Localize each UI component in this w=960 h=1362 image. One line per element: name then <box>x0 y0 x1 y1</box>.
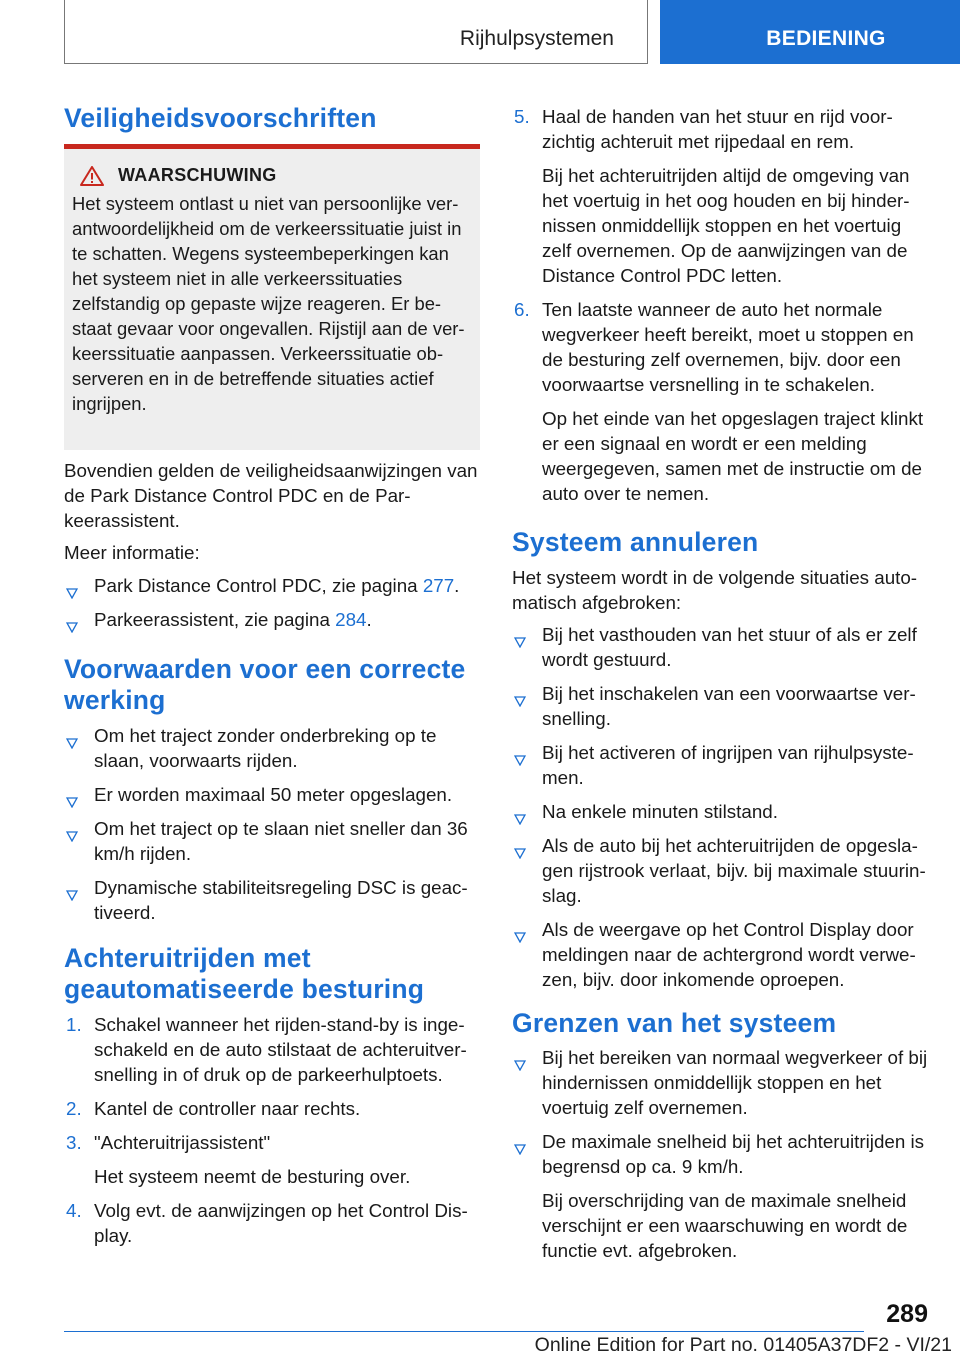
step-number: 3. <box>66 1132 82 1153</box>
list-item <box>512 740 928 790</box>
bullet-triangle-icon <box>514 806 526 831</box>
list-item <box>64 573 480 598</box>
list-item <box>64 607 480 632</box>
step-number: 5. <box>514 106 530 127</box>
bullet-triangle-icon <box>514 1136 526 1161</box>
bullet-triangle-icon <box>514 840 526 865</box>
list-item <box>64 782 480 807</box>
step-text: Volg evt. de aanwijzingen op het Control Dis-play. <box>94 1200 468 1246</box>
reference-list <box>64 573 480 632</box>
cancel-text: Bij het inschakelen van een voorwaartse ver-snelling. <box>542 683 916 729</box>
bullet-triangle-icon <box>66 580 78 605</box>
condition-text: Er worden maximaal 50 meter opgeslagen. <box>94 784 453 805</box>
cancel-text: Bij het vasthouden van het stuur of als er zelf wordt gestuurd. <box>542 624 917 670</box>
warning-triangle-icon <box>80 166 104 186</box>
list-item <box>64 875 480 925</box>
bullet-triangle-icon <box>66 730 78 755</box>
step-number: 1. <box>66 1014 82 1035</box>
list-item <box>512 917 928 992</box>
limit-text: De maximale snelheid bij het achteruitrijden is begrensd op ca. 9 km/h. <box>542 1131 925 1177</box>
chapter-tab-label: BEDIENING <box>766 27 886 50</box>
limits-list <box>512 1045 928 1263</box>
list-item <box>64 723 480 773</box>
cancel-text: Na enkele minuten stilstand. <box>542 801 778 822</box>
chapter-tab[interactable] <box>660 0 960 64</box>
edition-text: Online Edition for Part no. 01405A37DF2 - VI/21 <box>534 1334 952 1356</box>
page-number: 289 <box>886 1300 928 1328</box>
step-item <box>64 1198 480 1248</box>
bullet-triangle-icon <box>66 823 78 848</box>
bullet-triangle-icon <box>514 688 526 713</box>
list-item <box>512 1129 928 1263</box>
footer-divider <box>64 1331 864 1332</box>
steps-list-left <box>64 1012 480 1248</box>
list-item <box>512 833 928 908</box>
step-number: 2. <box>66 1098 82 1119</box>
limit-subtext: Bij overschrijding van de maximale snelheid verschijnt er een waarschuwing en wordt de functie evt. afgebroken. <box>542 1190 908 1261</box>
bullet-triangle-icon <box>514 1052 526 1077</box>
bullet-triangle-icon <box>514 747 526 772</box>
cancel-text: Bij het activeren of ingrijpen van rijhulpsyste-men. <box>542 742 914 788</box>
step-text: Kantel de controller naar rechts. <box>94 1098 361 1119</box>
warning-text: Het systeem ontlast u niet van persoonlijke ver-antwoordelijkheid om de verkeerssituatie juist in te schatten. Wegens systeembeperkingen kan het systeem niet in alle verkeerssituaties zelfstandig op gepaste wijze reageren. Er be-staat gevaar voor ongevallen. Rijstijl aan de ver-keerssituatie aanpassen. Verkeerssituatie ob-serveren en in de betreffende situaties actief ingrijpen. <box>72 193 465 414</box>
bullet-triangle-icon <box>66 789 78 814</box>
step-text: "Achteruitrijassistent" <box>94 1132 271 1153</box>
ref-text: Park Distance Control PDC, zie pagina <box>94 575 423 596</box>
condition-text: Om het traject zonder onderbreking op te slaan, voorwaarts rijden. <box>94 725 437 771</box>
list-item <box>512 622 928 672</box>
warning-box <box>64 144 480 450</box>
step-subtext: Op het einde van het opgeslagen traject klinkt er een signaal en wordt er een melding weergegeven, samen met de instructie om de auto over te nemen. <box>542 408 924 504</box>
step-text: Haal de handen van het stuur en rijd voor-zichtig achteruit met rijpedaal en rem. <box>542 106 893 152</box>
section-title: Rijhulpsystemen <box>459 27 614 50</box>
list-item <box>512 1045 928 1120</box>
page-link-277[interactable]: 277 <box>422 575 455 596</box>
conditions-list <box>64 723 480 925</box>
step-item <box>64 1096 480 1121</box>
bullet-triangle-icon <box>514 629 526 654</box>
warning-header <box>80 165 472 186</box>
step-text: Schakel wanneer het rijden-stand-by is inge-schakeld en de auto stilstaat de achteruitver-snelling in of druk op de parkeerhulptoets. <box>94 1014 467 1085</box>
warning-title: WAARSCHUWING <box>118 165 277 185</box>
list-item <box>512 799 928 824</box>
heading-safety: Veiligheidsvoorschriften <box>64 103 377 133</box>
step-subtext: Bij het achteruitrijden altijd de omgeving van het voertuig in het oog houden en bij hinder-nissen onmiddellijk stoppen en het voertuig zelf overnemen. Op de aanwijzingen van de Distance Control PDC letten. <box>542 165 910 286</box>
bullet-triangle-icon <box>514 924 526 949</box>
bullet-triangle-icon <box>66 614 78 639</box>
cancel-text: Als de auto bij het achteruitrijden de opgesla-gen rijstrook verlaat, bijv. bij maximale stuurin-slag. <box>542 835 926 906</box>
step-item <box>512 104 928 288</box>
heading-limits: Grenzen van het systeem <box>512 1008 837 1038</box>
ref-end: . <box>454 575 460 596</box>
step-item <box>64 1130 480 1189</box>
step-number: 4. <box>66 1200 82 1221</box>
heading-conditions: Voorwaarden voor een correcte werking <box>64 654 466 715</box>
cancel-list <box>512 622 928 992</box>
ref-text: Parkeerassistent, zie pagina <box>94 609 336 630</box>
list-item <box>512 681 928 731</box>
paragraph-cancel: Het systeem wordt in de volgende situaties auto-matisch afgebroken: <box>512 567 918 613</box>
step-item <box>512 297 928 506</box>
intro-block <box>64 458 480 632</box>
limit-text: Bij het bereiken van normaal wegverkeer of bij hindernissen onmiddellijk stoppen en het voertuig zelf overnemen. <box>542 1047 928 1118</box>
paragraph-also: Bovendien gelden de veiligheidsaanwijzingen van de Park Distance Control PDC en de Par-keerassistent. <box>64 460 478 531</box>
step-number: 6. <box>514 299 530 320</box>
condition-text: Om het traject op te slaan niet sneller dan 36 km/h rijden. <box>94 818 468 864</box>
steps-list-right <box>512 104 928 506</box>
step-item <box>64 1012 480 1087</box>
condition-text: Dynamische stabiliteitsregeling DSC is geac-tiveerd. <box>94 877 468 923</box>
list-item <box>64 816 480 866</box>
step-subtext: Het systeem neemt de besturing over. <box>94 1166 411 1187</box>
paragraph-more-info: Meer informatie: <box>64 542 200 563</box>
step-text: Ten laatste wanneer de auto het normale wegverkeer heeft bereikt, moet u stoppen en de besturing zelf overnemen, bijv. door een voorwaartse versnelling in te schakelen. <box>542 299 914 395</box>
cancel-text: Als de weergave op het Control Display door meldingen naar de achtergrond wordt verwe-zen, bijv. door inkomende oproepen. <box>542 919 916 990</box>
bullet-triangle-icon <box>66 882 78 907</box>
ref-end: . <box>366 609 372 630</box>
page-link-284[interactable]: 284 <box>335 609 367 630</box>
heading-reverse: Achteruitrijden met geautomatiseerde besturing <box>64 943 425 1004</box>
heading-cancel: Systeem annuleren <box>512 527 759 557</box>
